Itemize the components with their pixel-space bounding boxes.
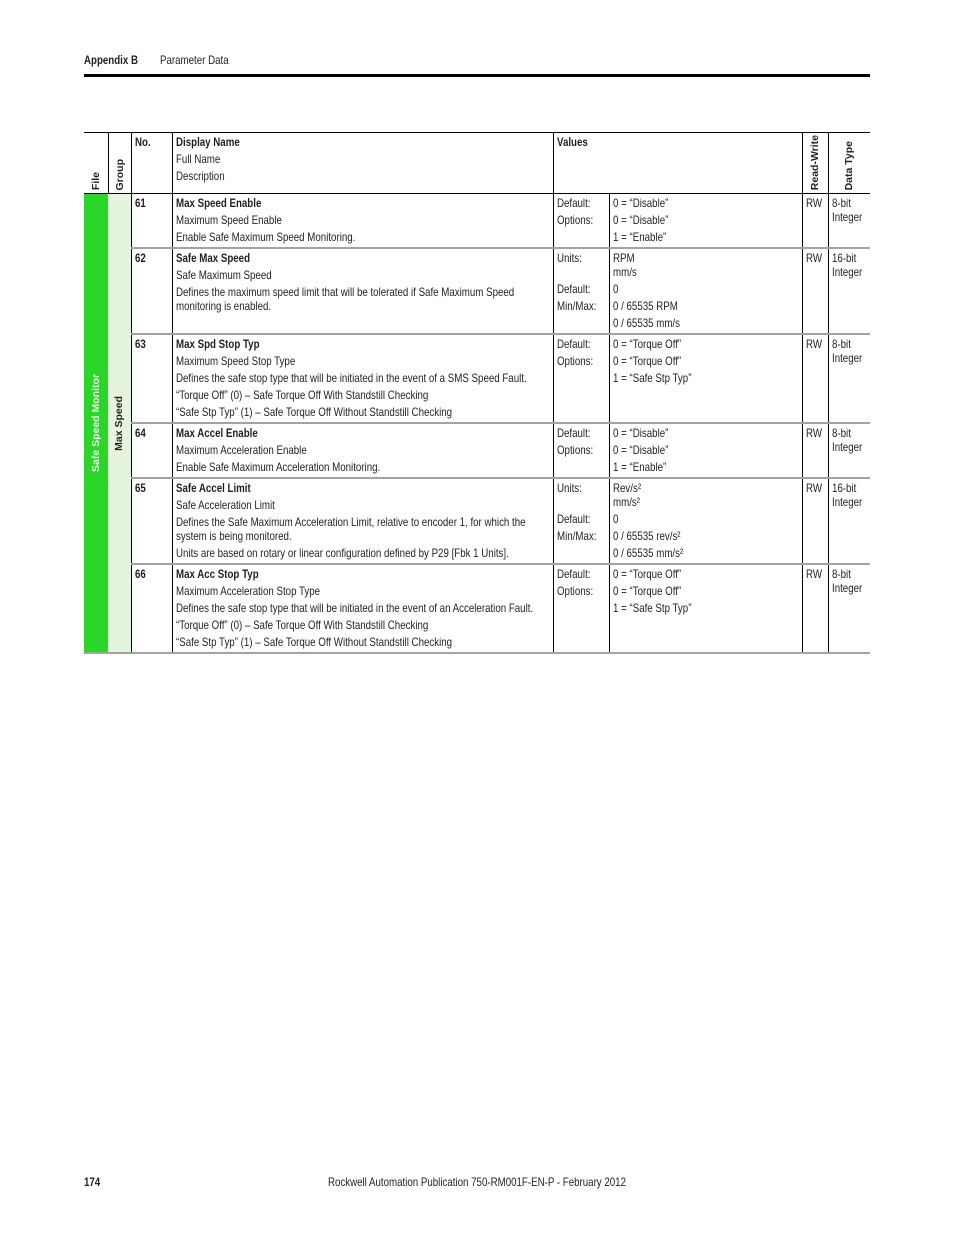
description-paragraph: “Safe Stp Typ” (1) – Safe Torque Off Without Standstill Checking (175, 405, 452, 419)
data-type-block (832, 567, 870, 595)
parameter-number-block (135, 251, 171, 265)
display-name: Max Accel Enable (175, 426, 258, 440)
parameter-table (84, 132, 870, 654)
column-header-description-label: Description (175, 169, 225, 183)
parameter-row (84, 423, 870, 478)
appendix-label: Appendix B (84, 53, 139, 67)
column-header-group-label: Group (113, 158, 126, 190)
display-name-block (176, 251, 552, 313)
value-text: 1 = “Enable” (612, 230, 666, 244)
parameter-number-cell (131, 423, 172, 478)
read-write-block (806, 196, 827, 210)
value-labels-cell (553, 423, 609, 478)
value-entry (613, 299, 801, 313)
value-list (613, 426, 801, 474)
display-name-cell (172, 564, 553, 653)
value-label (557, 316, 608, 330)
column-header-read-write-label: Read-Write (809, 134, 821, 190)
parameter-row (84, 334, 870, 423)
column-header-display-name-label: Display Name (175, 135, 240, 149)
display-name: Max Speed Enable (175, 196, 261, 210)
value-labels (557, 251, 608, 330)
value-text: 0 / 65535 rev/s² (612, 529, 681, 543)
read-write-cell (802, 423, 828, 478)
display-name-block (176, 337, 552, 419)
display-name-cell (172, 194, 553, 249)
full-name: Maximum Acceleration Enable (175, 443, 307, 457)
value-labels (557, 337, 608, 385)
value-entry (613, 316, 801, 330)
column-header-group (108, 133, 131, 194)
value-labels (557, 426, 608, 474)
value-text: 0 = “Disable” (612, 196, 668, 210)
full-name: Safe Maximum Speed (175, 268, 272, 282)
read-write-block (806, 337, 827, 351)
parameter-number: 62 (134, 251, 146, 265)
parameter-row (84, 248, 870, 334)
values-cell (609, 334, 802, 423)
read-write-cell (802, 194, 828, 249)
parameter-number-block (135, 426, 171, 440)
value-label: Default: (556, 282, 591, 296)
value-label (557, 601, 608, 615)
value-entry (613, 371, 801, 385)
data-type-value: 16-bit Integer (831, 251, 862, 279)
value-labels (557, 567, 608, 615)
data-type-cell (828, 334, 870, 423)
value-text: 0 = “Disable” (612, 443, 668, 457)
value-entry (613, 443, 801, 457)
column-header-data-type (828, 133, 870, 194)
display-name: Max Spd Stop Typ (175, 337, 260, 351)
read-write-block (806, 481, 827, 495)
page-number-text: 174 (84, 1175, 101, 1189)
value-text: 1 = “Safe Stp Typ” (612, 371, 691, 385)
value-text: 0 = “Torque Off” (612, 337, 681, 351)
value-text: 0 (612, 512, 618, 526)
value-label: Units: (556, 251, 582, 265)
value-label: Min/Max: (556, 529, 596, 543)
parameter-number: 64 (134, 426, 146, 440)
data-type-value: 8-bit Integer (831, 337, 862, 365)
value-entry (613, 213, 801, 227)
value-entry (613, 426, 801, 440)
value-list (613, 337, 801, 385)
column-header-no-block (135, 135, 171, 149)
value-entry (613, 481, 801, 509)
column-header-values (553, 133, 802, 194)
column-header-values-block (557, 135, 801, 149)
data-type-block (832, 481, 870, 509)
parameter-number-block (135, 481, 171, 495)
value-label: Options: (556, 443, 593, 457)
data-type-value: 8-bit Integer (831, 567, 862, 595)
value-labels-cell (553, 194, 609, 249)
value-list (613, 567, 801, 615)
data-type-block (832, 251, 870, 279)
value-text: 0 (612, 282, 618, 296)
parameter-number: 61 (134, 196, 146, 210)
value-text: 0 = “Torque Off” (612, 584, 681, 598)
parameter-row (84, 564, 870, 653)
column-header-data-type-label: Data Type (843, 140, 856, 190)
display-name-cell (172, 478, 553, 564)
column-header-no-label: No. (134, 135, 151, 149)
description-paragraph: Enable Safe Maximum Acceleration Monitoring. (175, 460, 380, 474)
description-paragraph: Enable Safe Maximum Speed Monitoring. (175, 230, 355, 244)
value-label: Min/Max: (556, 299, 596, 313)
value-labels-cell (553, 478, 609, 564)
display-name: Max Acc Stop Typ (175, 567, 259, 581)
section-title: Parameter Data (160, 53, 229, 67)
data-type-value: 16-bit Integer (831, 481, 862, 509)
value-text: mm/s² (612, 495, 640, 509)
value-entry (613, 230, 801, 244)
publication-line (0, 1175, 954, 1189)
parameter-number-cell (131, 194, 172, 249)
file-name: Safe Speed Monitor (90, 373, 102, 472)
value-labels-cell (553, 248, 609, 334)
value-list (613, 251, 801, 330)
parameter-table-body (84, 194, 870, 654)
value-text: 0 = “Torque Off” (612, 567, 681, 581)
values-cell (609, 248, 802, 334)
value-text: Rev/s² (612, 481, 641, 495)
column-header-display-name (172, 133, 553, 194)
value-entry (613, 337, 801, 351)
value-entry (613, 196, 801, 210)
read-write-value: RW (805, 251, 822, 265)
data-type-value: 8-bit Integer (831, 426, 862, 454)
display-name-cell (172, 423, 553, 478)
value-entry (613, 282, 801, 296)
values-cell (609, 194, 802, 249)
parameter-row (84, 194, 870, 249)
description-paragraph: Defines the maximum speed limit that will be tolerated if Safe Maximum Speed monitoring is enabled. (175, 285, 514, 313)
read-write-value: RW (805, 196, 822, 210)
data-type-block (832, 426, 870, 454)
value-labels (557, 196, 608, 244)
value-text: 0 / 65535 mm/s (612, 316, 680, 330)
value-text: 0 = “Disable” (612, 426, 668, 440)
description-paragraph: Defines the safe stop type that will be initiated in the event of an Acceleration Fault. (175, 601, 533, 615)
parameter-number-cell (131, 478, 172, 564)
full-name: Maximum Speed Enable (175, 213, 282, 227)
parameter-number-block (135, 567, 171, 581)
value-list (613, 481, 801, 560)
file-cell (84, 194, 108, 654)
data-type-block (832, 196, 870, 224)
column-header-no (131, 133, 172, 194)
values-cell (609, 423, 802, 478)
values-cell (609, 564, 802, 653)
read-write-cell (802, 478, 828, 564)
value-entry (613, 460, 801, 474)
value-text: 0 / 65535 mm/s² (612, 546, 683, 560)
data-type-value: 8-bit Integer (831, 196, 862, 224)
column-header-values-label: Values (556, 135, 588, 149)
display-name-block (176, 196, 552, 244)
group-cell (108, 194, 131, 654)
data-type-block (832, 337, 870, 365)
read-write-value: RW (805, 567, 822, 581)
value-entry (613, 354, 801, 368)
parameter-number: 65 (134, 481, 146, 495)
description-paragraph: Units are based on rotary or linear configuration defined by P29 [Fbk 1 Units]. (175, 546, 509, 560)
read-write-cell (802, 564, 828, 653)
column-header-full-name-label: Full Name (175, 152, 220, 166)
value-label: Default: (556, 512, 591, 526)
read-write-cell (802, 334, 828, 423)
value-text: 0 = “Disable” (612, 213, 668, 227)
read-write-block (806, 426, 827, 440)
value-label: Default: (556, 337, 591, 351)
display-name-block (176, 567, 552, 649)
value-list (613, 196, 801, 244)
read-write-value: RW (805, 426, 822, 440)
value-label: Default: (556, 426, 591, 440)
column-header-display-name-block (176, 135, 552, 183)
data-type-cell (828, 194, 870, 249)
description-paragraph: “Torque Off” (0) – Safe Torque Off With Standstill Checking (175, 388, 428, 402)
value-label: Options: (556, 213, 593, 227)
column-header-read-write (802, 133, 828, 194)
value-label (557, 546, 608, 560)
value-entry (613, 512, 801, 526)
parameter-number-block (135, 196, 171, 210)
read-write-value: RW (805, 481, 822, 495)
value-text: mm/s (612, 265, 637, 279)
value-text: 0 = “Torque Off” (612, 354, 681, 368)
data-type-cell (828, 478, 870, 564)
value-text: 0 / 65535 RPM (612, 299, 678, 313)
value-label: Default: (556, 196, 591, 210)
column-header-file (84, 133, 108, 194)
parameter-number-cell (131, 334, 172, 423)
display-name-cell (172, 334, 553, 423)
display-name-cell (172, 248, 553, 334)
value-label (557, 371, 608, 385)
parameter-number: 63 (134, 337, 146, 351)
parameter-number-cell (131, 564, 172, 653)
value-label: Units: (556, 481, 582, 495)
value-label (557, 460, 608, 474)
display-name-block (176, 481, 552, 560)
parameter-number-block (135, 337, 171, 351)
group-name: Max Speed (113, 395, 126, 451)
read-write-value: RW (805, 337, 822, 351)
value-labels (557, 481, 608, 560)
value-text: 1 = “Safe Stp Typ” (612, 601, 691, 615)
parameter-number: 66 (134, 567, 146, 581)
full-name: Safe Acceleration Limit (175, 498, 275, 512)
read-write-block (806, 251, 827, 265)
value-entry (613, 567, 801, 581)
publication-text: Rockwell Automation Publication 750-RM001F-EN-P - February 2012 (327, 1175, 627, 1189)
value-entry (613, 601, 801, 615)
values-cell (609, 478, 802, 564)
header-rule (84, 74, 870, 77)
display-name: Safe Max Speed (175, 251, 250, 265)
value-entry (613, 584, 801, 598)
column-header-file-label: File (89, 171, 102, 190)
value-entry (613, 546, 801, 560)
display-name-block (176, 426, 552, 474)
value-label: Default: (556, 567, 591, 581)
read-write-block (806, 567, 827, 581)
full-name: Maximum Acceleration Stop Type (175, 584, 320, 598)
read-write-cell (802, 248, 828, 334)
parameter-number-cell (131, 248, 172, 334)
data-type-cell (828, 423, 870, 478)
data-type-cell (828, 248, 870, 334)
running-head (84, 53, 404, 67)
description-paragraph: Defines the Safe Maximum Acceleration Limit, relative to encoder 1, for which the system is being monitored. (175, 515, 526, 543)
value-labels-cell (553, 564, 609, 653)
value-label: Options: (556, 584, 593, 598)
value-text: RPM (612, 251, 635, 265)
table-header-row (84, 133, 870, 194)
description-paragraph: “Safe Stp Typ” (1) – Safe Torque Off Without Standstill Checking (175, 635, 452, 649)
data-type-cell (828, 564, 870, 653)
description-paragraph: Defines the safe stop type that will be initiated in the event of a SMS Speed Fault. (175, 371, 527, 385)
value-label: Options: (556, 354, 593, 368)
description-paragraph: “Torque Off” (0) – Safe Torque Off With Standstill Checking (175, 618, 428, 632)
value-label (557, 230, 608, 244)
display-name: Safe Accel Limit (175, 481, 251, 495)
value-entry (613, 529, 801, 543)
parameter-row (84, 478, 870, 564)
value-labels-cell (553, 334, 609, 423)
value-text: 1 = “Enable” (612, 460, 666, 474)
value-entry (613, 251, 801, 279)
full-name: Maximum Speed Stop Type (175, 354, 295, 368)
